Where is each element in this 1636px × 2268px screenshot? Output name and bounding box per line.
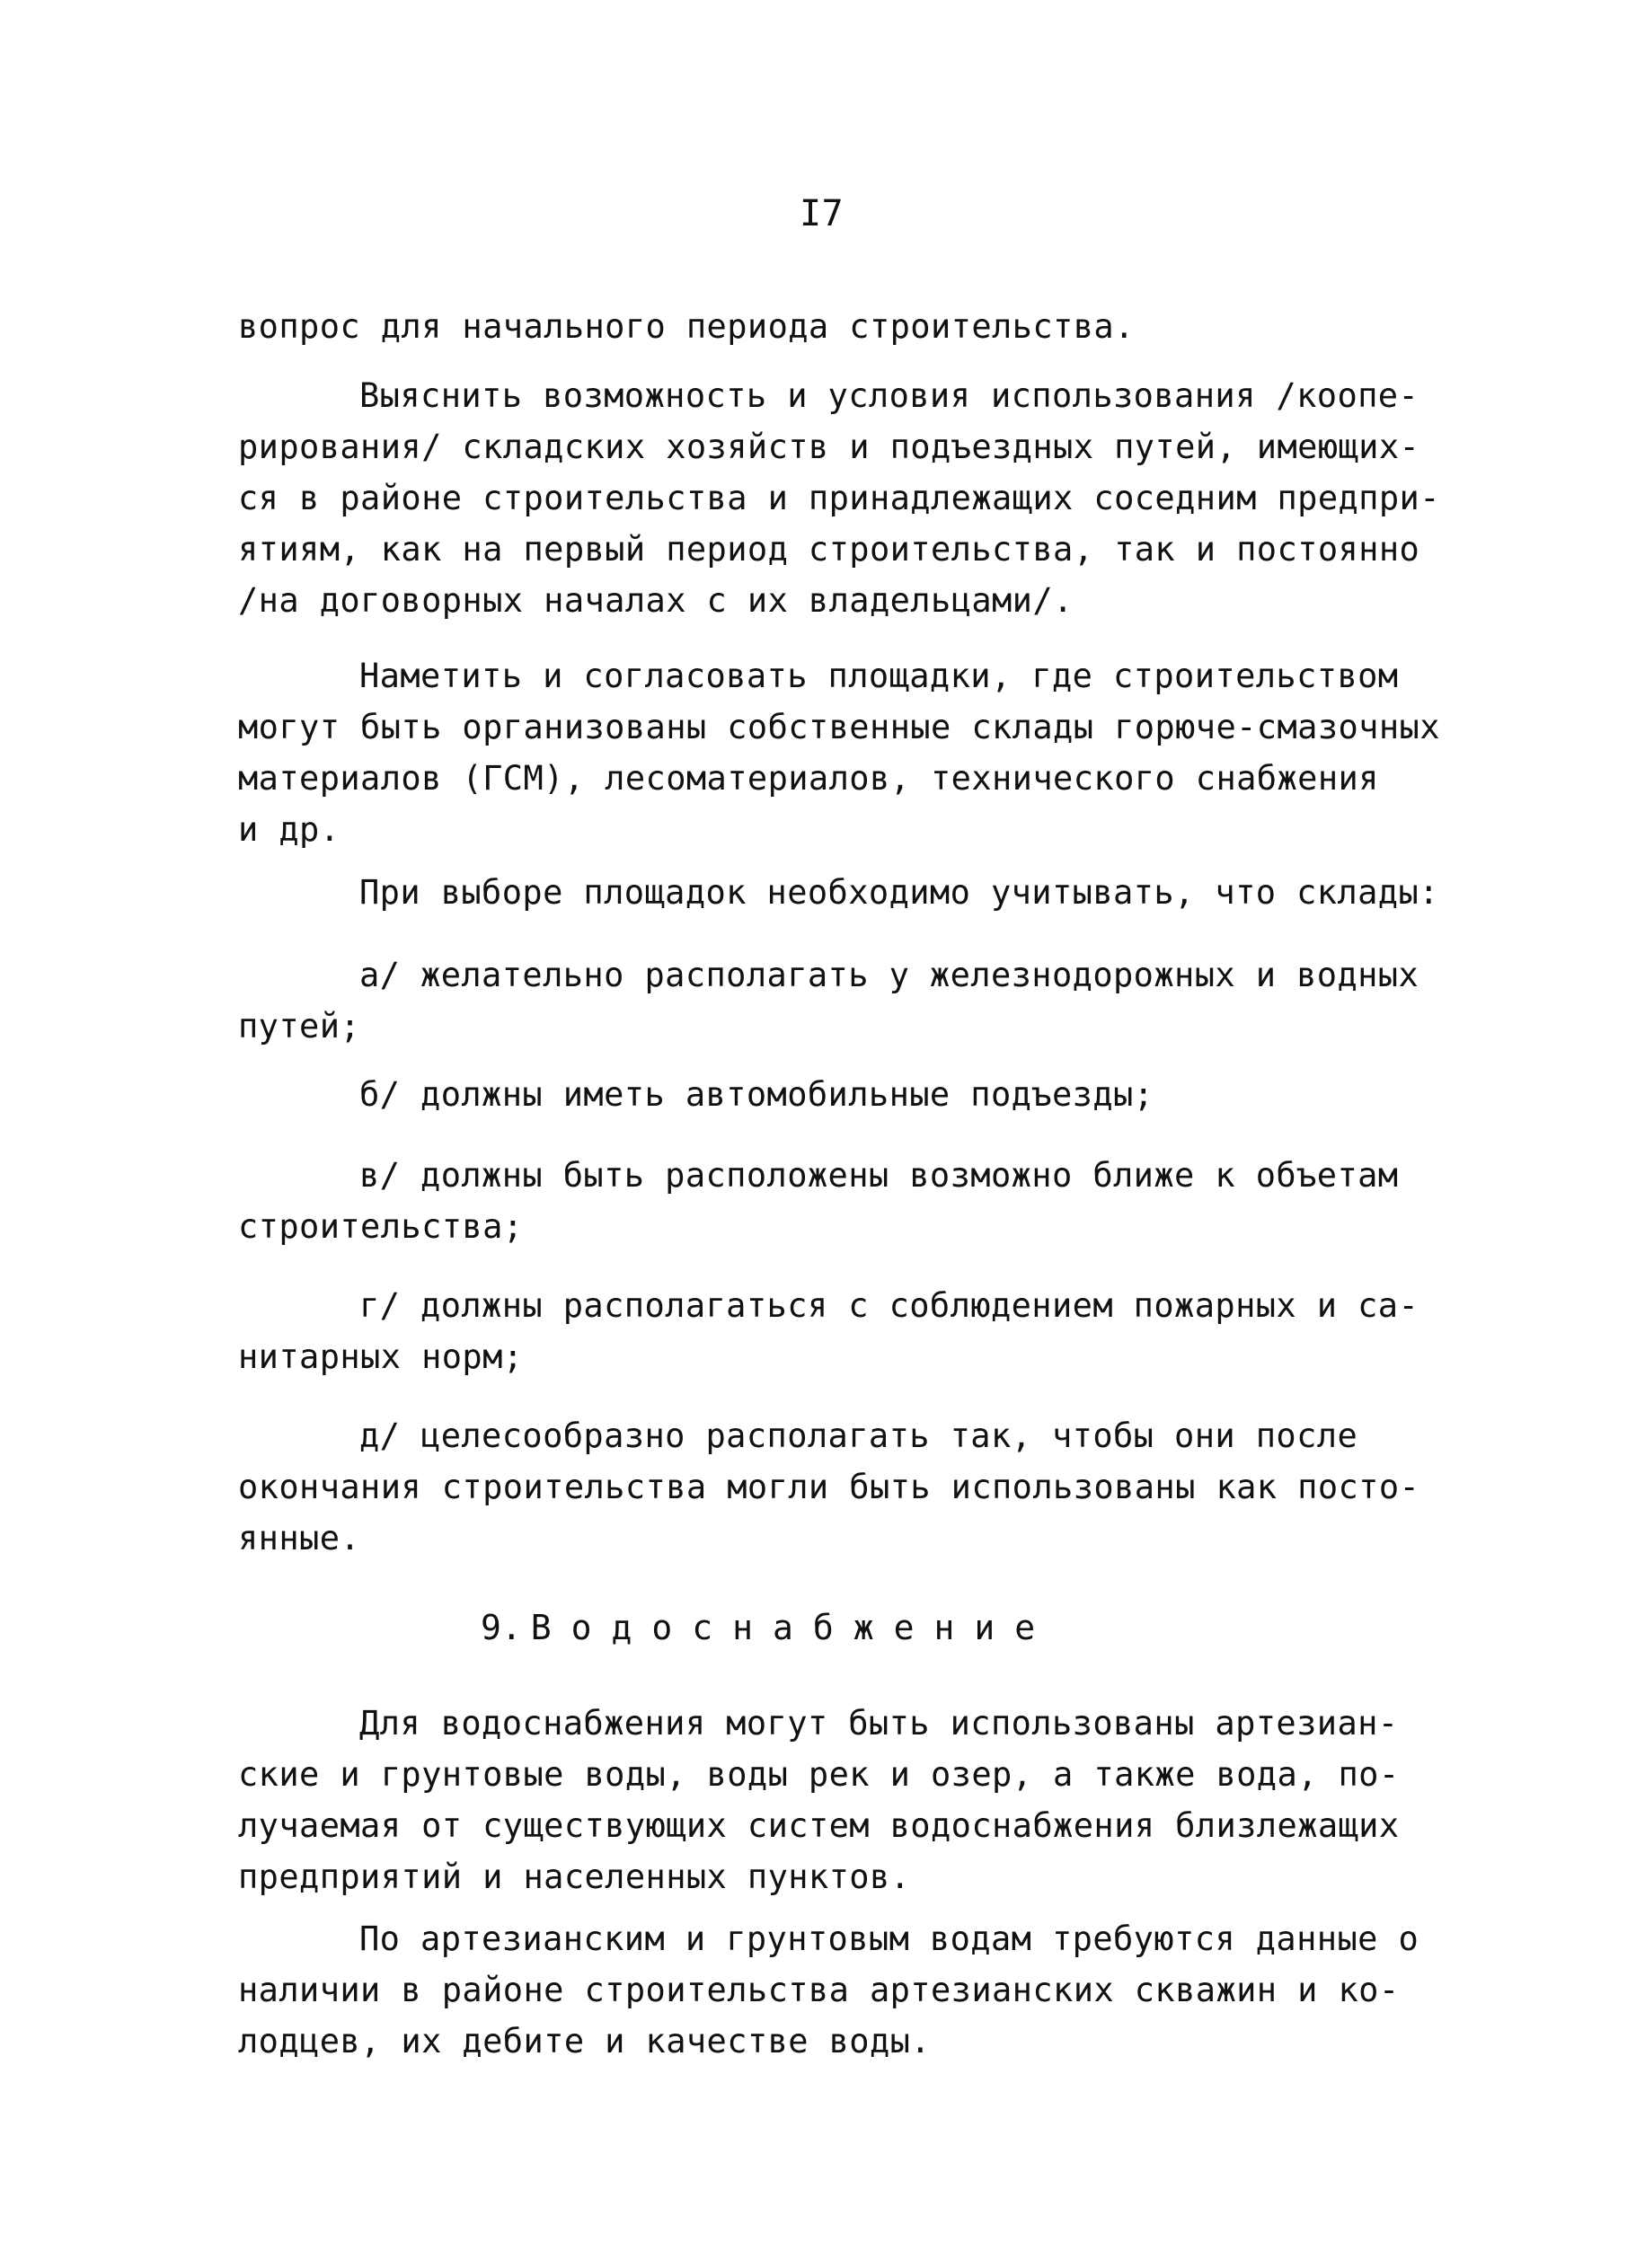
text-line: лодцев, их дебите и качестве воды. bbox=[238, 2022, 931, 2061]
list-item-d bbox=[238, 1410, 1460, 1564]
text-line: и др. bbox=[238, 810, 340, 849]
list-item-v bbox=[238, 1150, 1460, 1252]
text-line: рирования/ складских хозяйств и подъездных путей, имеющих- bbox=[238, 428, 1420, 466]
text-line: При выборе площадок необходимо учитывать, что склады: bbox=[359, 873, 1439, 912]
text-line: ские и грунтовые воды, воды рек и озер, а также вода, по- bbox=[238, 1755, 1400, 1794]
text-line: Выяснить возможность и условия использования /коопе- bbox=[359, 376, 1419, 415]
paragraph-water-sources bbox=[238, 1698, 1460, 1902]
text-line: г/ должны располагаться с соблюдением пожарных и са- bbox=[359, 1286, 1419, 1325]
text-line: б/ должны иметь автомобильные подъезды; bbox=[359, 1075, 1154, 1114]
text-line: ятиям, как на первый период строительства, так и постоянно bbox=[238, 530, 1420, 569]
text-line: строительства; bbox=[238, 1207, 524, 1246]
text-line: Наметить и согласовать площадки, где строительством bbox=[359, 657, 1399, 695]
text-line: материалов (ГСМ), лесоматериалов, технического снабжения bbox=[238, 759, 1379, 798]
page-number: I7 bbox=[800, 193, 844, 234]
text-line: По артезианским и грунтовым водам требуются данные о bbox=[359, 1919, 1419, 1958]
text-line: янные. bbox=[238, 1519, 361, 1558]
paragraph-warehouse-sites bbox=[238, 650, 1460, 855]
list-item-g bbox=[238, 1280, 1460, 1382]
text-line: нитарных норм; bbox=[238, 1337, 524, 1376]
text-line: /на договорных началах с их владельцами/. bbox=[238, 581, 1074, 620]
text-line: могут быть организованы собственные склады горюче-смазочных bbox=[238, 708, 1440, 746]
text-line: д/ целесообразно располагать так, чтобы они после bbox=[359, 1416, 1358, 1455]
paragraph-artesian-data bbox=[238, 1913, 1460, 2067]
paragraph-continuation bbox=[238, 301, 1460, 352]
text-line: ся в районе строительства и принадлежащих соседним предпри- bbox=[238, 479, 1440, 517]
text-line: путей; bbox=[238, 1007, 361, 1046]
section-title: Водоснабжение bbox=[530, 1608, 1056, 1647]
text-line: окончания строительства могли быть использованы как посто- bbox=[238, 1468, 1420, 1506]
paragraph-site-selection bbox=[238, 867, 1460, 918]
section-number: 9. bbox=[481, 1608, 522, 1647]
section-heading bbox=[481, 1608, 1055, 1647]
list-item-b bbox=[238, 1069, 1460, 1120]
text-line: предприятий и населенных пунктов. bbox=[238, 1858, 911, 1896]
list-item-a bbox=[238, 949, 1460, 1052]
text-line: наличии в районе строительства артезианских скважин и ко- bbox=[238, 1971, 1400, 2009]
paragraph-cooperation bbox=[238, 370, 1460, 626]
text-line: вопрос для начального периода строительства. bbox=[238, 307, 1135, 346]
text-line: лучаемая от существующих систем водоснабжения близлежащих bbox=[238, 1806, 1400, 1845]
text-line: в/ должны быть расположены возможно ближе к объетам bbox=[359, 1156, 1399, 1195]
text-line: Для водоснабжения могут быть использованы артезиан- bbox=[359, 1704, 1399, 1743]
text-line: а/ желательно располагать у железнодорожных и водных bbox=[359, 956, 1419, 994]
